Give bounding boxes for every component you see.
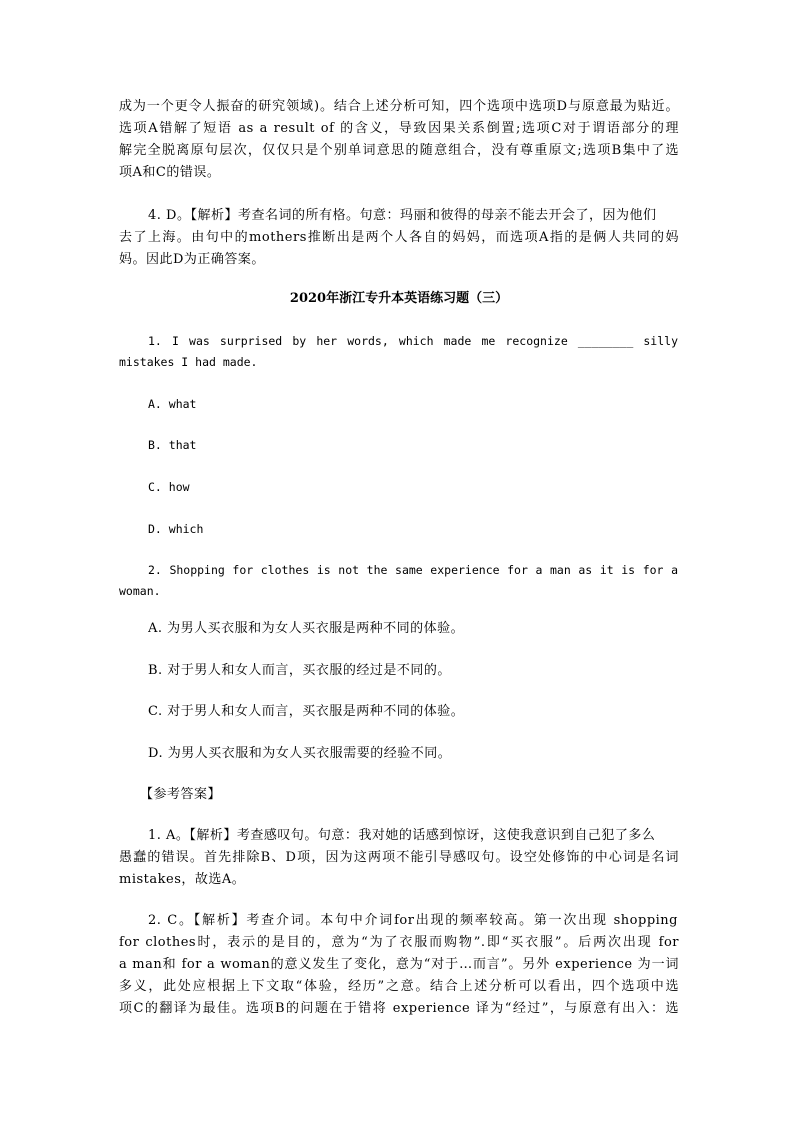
question-2-stem: 2. Shopping for clothes is not the same experience for a man as it is for a — [148, 563, 678, 577]
answer4-line: 4. D。【解析】考查名词的所有格。句意：玛丽和彼得的母亲不能去开会了，因为他们 — [148, 208, 657, 223]
intro-line: 解完全脱离原句层次，仅仅只是个别单词意思的随意组合，没有尊重原文;选项B集中了选 — [119, 143, 679, 158]
question-1-stem: mistakes I had made. — [119, 355, 258, 369]
question-1-stem: 1. I was surprised by her words, which made me recognize ________ silly — [148, 334, 678, 348]
answer4-line: 妈。因此D为正确答案。 — [119, 252, 265, 267]
question-1-option: C. how — [148, 480, 190, 494]
question-1-option: B. that — [148, 438, 197, 452]
intro-line: 成为一个更令人振奋的研究领域)。结合上述分析可知，四个选项中选项D与原意最为贴近。 — [119, 99, 679, 114]
question-2-option: D. 为男人买衣服和为女人买衣服需要的经验不同。 — [148, 746, 452, 761]
answer2-line: for clothes时，表示的是目的，意为“为了衣服而购物”.即“买衣服”。后两次出现 for — [119, 935, 679, 950]
answer2-line: 多义，此处应根据上下文取“体验，经历”之意。结合上述分析可以看出，四个选项中选 — [119, 979, 679, 994]
section-title: 2020年浙江专升本英语练习题（三） — [289, 291, 509, 306]
answer4-line: 去了上海。由句中的mothers推断出是两个人各自的妈妈，而选项A指的是俩人共同的妈 — [119, 230, 679, 245]
answer2-line: 2. C。【解析】考查介词。本句中介词for出现的频率较高。第一次出现 shopping — [148, 913, 678, 928]
question-2-option: A. 为男人买衣服和为女人买衣服是两种不同的体验。 — [148, 621, 465, 636]
intro-line: 选项A错解了短语 as a result of 的含义，导致因果关系倒置;选项C对于谓语部分的理 — [119, 121, 679, 136]
question-2-option: B. 对于男人和女人而言，买衣服的经过是不同的。 — [148, 663, 451, 678]
answer1-line: 1. A。【解析】考查感叹句。句意：我对她的话感到惊讶，这使我意识到自己犯了多么 — [148, 828, 656, 843]
intro-line: 项A和C的错误。 — [119, 165, 221, 180]
answer-key-header: 【参考答案】 — [140, 787, 222, 802]
answer1-line: 愚蠢的错误。首先排除B、D项，因为这两项不能引导感叹句。设空处修饰的中心词是名词 — [119, 850, 679, 865]
question-1-option: A. what — [148, 397, 197, 411]
answer2-line: 项C的翻译为最佳。选项B的问题在于错将 experience 译为“经过”，与原意有出入：选 — [119, 1001, 679, 1016]
question-2-option: C. 对于男人和女人而言，买衣服是两种不同的体验。 — [148, 704, 465, 719]
question-1-option: D. which — [148, 522, 204, 536]
answer2-line: a man和 for a woman的意义发生了变化，意为“对于…而言”。另外 experience 为一词 — [119, 957, 679, 972]
question-2-stem: woman. — [119, 584, 161, 598]
answer1-line: mistakes，故选A。 — [119, 872, 246, 887]
